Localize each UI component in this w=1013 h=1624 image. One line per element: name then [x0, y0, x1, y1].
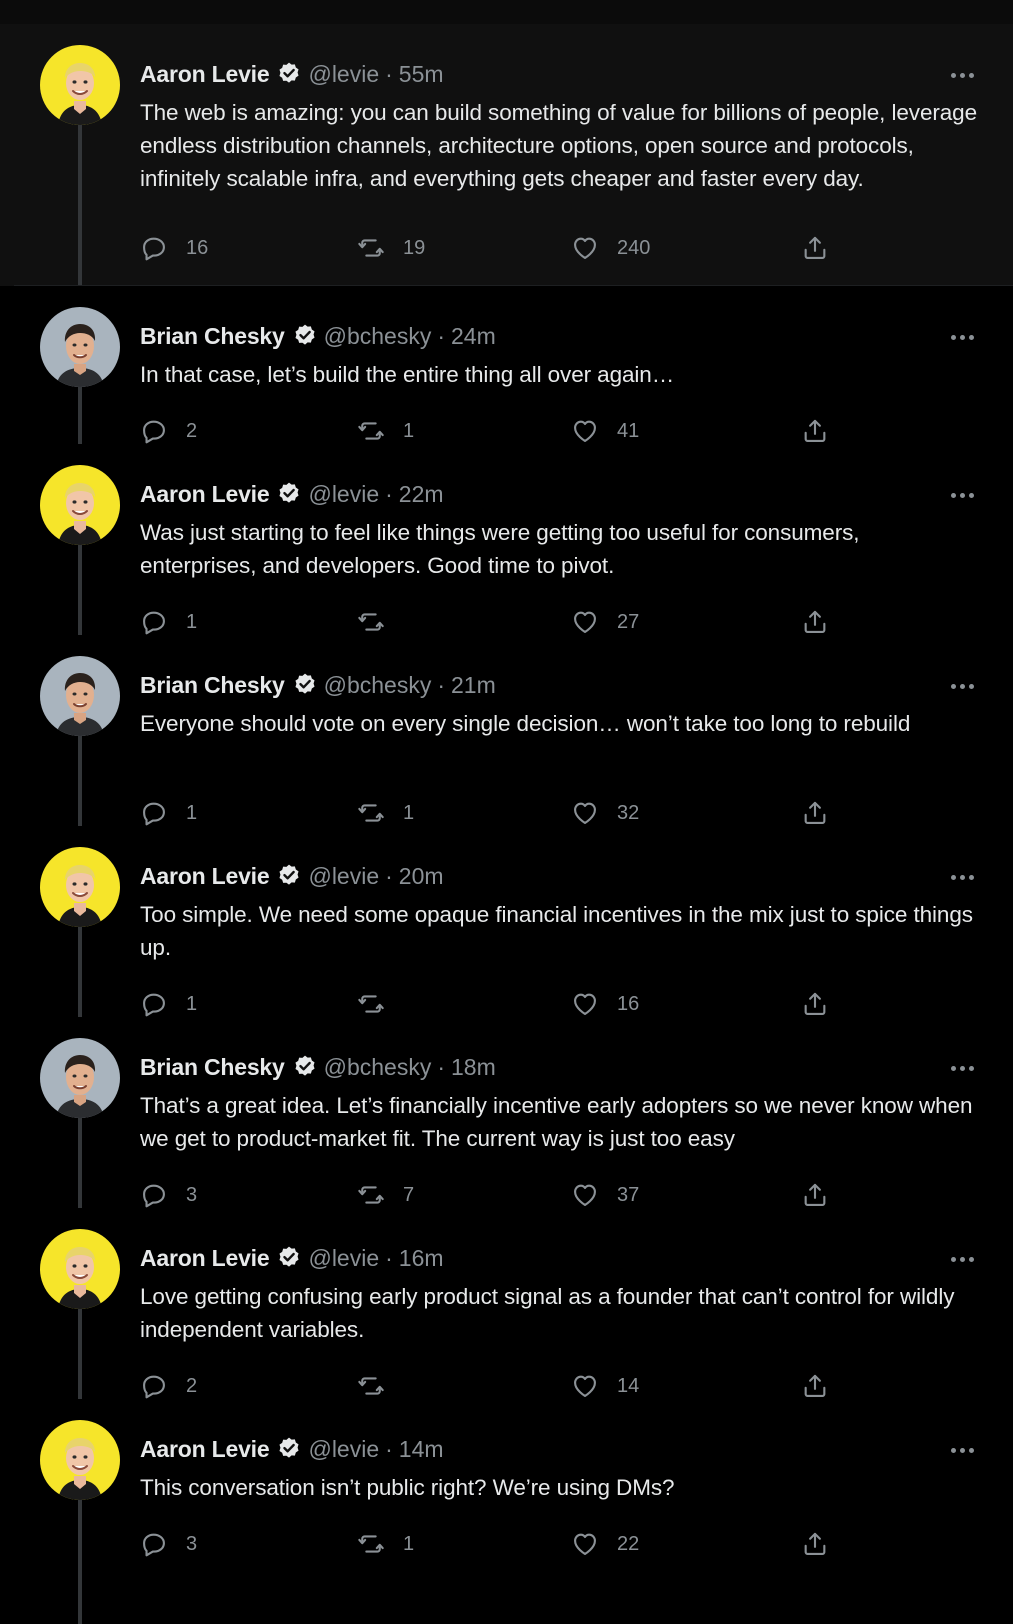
avatar[interactable]: [40, 1038, 120, 1118]
reply-icon: [140, 990, 168, 1018]
reply-count: 1: [186, 610, 198, 633]
retweet-button[interactable]: [357, 1527, 414, 1561]
more-icon[interactable]: [942, 330, 982, 344]
like-count: 14: [617, 1374, 640, 1397]
tweet-actions: [140, 1369, 1000, 1403]
like-button[interactable]: [571, 1369, 639, 1403]
share-icon: [801, 417, 829, 445]
tweet[interactable]: [0, 1399, 1013, 1624]
author-name[interactable]: Aaron Levie: [140, 862, 270, 889]
tweet-header: [140, 320, 496, 352]
like-button[interactable]: [571, 987, 639, 1021]
avatar[interactable]: [40, 1229, 120, 1309]
share-button[interactable]: [801, 231, 829, 265]
tweet-text: In that case, let’s build the entire thing all over again…: [140, 362, 675, 387]
author-handle[interactable]: @levie: [308, 862, 380, 889]
author-name[interactable]: Aaron Levie: [140, 1435, 270, 1462]
thread-line: [78, 387, 82, 444]
heart-icon: [571, 799, 599, 827]
heart-icon: [571, 1181, 599, 1209]
author-handle[interactable]: @levie: [308, 1244, 380, 1271]
retweet-button[interactable]: [357, 1178, 414, 1212]
more-icon[interactable]: [942, 1252, 982, 1266]
tweet-time[interactable]: 16m: [398, 1244, 444, 1271]
reply-button[interactable]: [140, 414, 197, 448]
reply-icon: [140, 1530, 168, 1558]
retweet-icon: [357, 608, 385, 636]
more-icon[interactable]: [942, 679, 982, 693]
share-icon: [801, 1372, 829, 1400]
like-count: 41: [617, 419, 640, 442]
more-icon[interactable]: [942, 68, 982, 82]
retweet-count: 19: [403, 236, 426, 259]
reply-button[interactable]: [140, 987, 197, 1021]
retweet-count: 1: [403, 801, 415, 824]
retweet-button[interactable]: [357, 1369, 403, 1403]
retweet-count: 7: [403, 1183, 415, 1206]
reply-icon: [140, 799, 168, 827]
verified-badge-icon: [276, 1245, 302, 1271]
reply-count: 1: [186, 992, 198, 1015]
retweet-count: 1: [403, 1532, 415, 1555]
reply-count: 3: [186, 1532, 198, 1555]
tweet[interactable]: [0, 1017, 1013, 1208]
tweet[interactable]: [0, 826, 1013, 1017]
reply-button[interactable]: [140, 231, 208, 265]
share-button[interactable]: [801, 1369, 829, 1403]
separator-dot: ·: [437, 1053, 446, 1080]
avatar[interactable]: [40, 1420, 120, 1500]
tweet-time[interactable]: 14m: [398, 1435, 444, 1462]
tweet-actions: [140, 231, 1000, 265]
share-icon: [801, 234, 829, 262]
tweet[interactable]: [0, 286, 1013, 444]
share-icon: [801, 1530, 829, 1558]
tweet-time[interactable]: 18m: [451, 1053, 496, 1080]
tweet-text: The web is amazing: you can build something of value for billions of people, leverage endless distribution channels, architecture options, open source and protocols, infinitely scalable infra, and everything gets cheaper and faster every day.: [140, 100, 977, 191]
tweet-text: Love getting confusing early product signal as a founder that can’t control for wildly independent variables.: [140, 1284, 955, 1342]
reply-icon: [140, 417, 168, 445]
share-icon: [801, 799, 829, 827]
tweet-actions: [140, 796, 1000, 830]
retweet-button[interactable]: [357, 987, 403, 1021]
retweet-button[interactable]: [357, 414, 414, 448]
author-handle[interactable]: @bchesky: [323, 322, 432, 349]
author-name[interactable]: Brian Chesky: [140, 1053, 285, 1080]
separator-dot: ·: [385, 1244, 393, 1271]
retweet-button[interactable]: [357, 605, 403, 639]
tweet-time[interactable]: 21m: [451, 671, 496, 698]
tweet[interactable]: [0, 24, 1013, 286]
tweet-text: Was just starting to feel like things were getting too useful for consumers, enterprises, and developers. Good time to pivot.: [140, 520, 860, 578]
reply-count: 2: [186, 1374, 198, 1397]
share-button[interactable]: [801, 987, 829, 1021]
tweet[interactable]: [0, 635, 1013, 826]
author-name[interactable]: Brian Chesky: [140, 322, 285, 349]
author-name[interactable]: Aaron Levie: [140, 60, 270, 87]
reply-button[interactable]: [140, 1369, 197, 1403]
thread-line: [78, 1118, 82, 1208]
separator-dot: ·: [385, 1435, 393, 1462]
retweet-icon: [357, 799, 385, 827]
retweet-icon: [357, 1372, 385, 1400]
thread-line: [78, 927, 82, 1017]
author-name[interactable]: Brian Chesky: [140, 671, 285, 698]
retweet-icon: [357, 990, 385, 1018]
reply-count: 16: [186, 236, 209, 259]
separator-dot: ·: [437, 322, 446, 349]
tweet-text: Everyone should vote on every single decision… won’t take too long to rebuild: [140, 711, 911, 736]
share-button[interactable]: [801, 1527, 829, 1561]
heart-icon: [571, 990, 599, 1018]
like-button[interactable]: [571, 1527, 639, 1561]
share-icon: [801, 990, 829, 1018]
heart-icon: [571, 608, 599, 636]
tweet-header: [140, 1242, 444, 1274]
retweet-button[interactable]: [357, 231, 425, 265]
author-handle[interactable]: @bchesky: [323, 671, 432, 698]
like-count: 27: [617, 610, 640, 633]
retweet-icon: [357, 1181, 385, 1209]
share-icon: [801, 1181, 829, 1209]
share-icon: [801, 608, 829, 636]
tweet-actions: [140, 605, 1000, 639]
thread-line: [78, 125, 82, 286]
heart-icon: [571, 1530, 599, 1558]
retweet-button[interactable]: [357, 796, 414, 830]
like-count: 240: [617, 236, 651, 259]
more-icon[interactable]: [942, 1443, 982, 1457]
tweet[interactable]: [0, 444, 1013, 635]
tweet-time[interactable]: 22m: [398, 480, 444, 507]
author-handle[interactable]: @bchesky: [323, 1053, 432, 1080]
tweet-header: [140, 1433, 444, 1465]
like-button[interactable]: [571, 414, 639, 448]
author-handle[interactable]: @levie: [308, 1435, 380, 1462]
share-button[interactable]: [801, 414, 829, 448]
thread-line: [78, 1309, 82, 1399]
author-name[interactable]: Aaron Levie: [140, 480, 270, 507]
verified-badge-icon: [276, 1436, 302, 1462]
verified-badge-icon: [292, 672, 318, 698]
retweet-icon: [357, 1530, 385, 1558]
tweet-time[interactable]: 55m: [398, 60, 444, 87]
separator-dot: ·: [385, 862, 393, 889]
thread-line: [78, 736, 82, 826]
verified-badge-icon: [276, 61, 302, 87]
heart-icon: [571, 1372, 599, 1400]
verified-badge-icon: [292, 1054, 318, 1080]
like-button[interactable]: [571, 796, 639, 830]
retweet-icon: [357, 417, 385, 445]
verified-badge-icon: [276, 481, 302, 507]
tweet-actions: [140, 414, 1000, 448]
tweet-actions: [140, 1178, 1000, 1212]
avatar[interactable]: [40, 307, 120, 387]
author-name[interactable]: Aaron Levie: [140, 1244, 270, 1271]
top-bar: [0, 0, 1013, 24]
like-count: 16: [617, 992, 640, 1015]
like-button[interactable]: [571, 605, 639, 639]
like-button[interactable]: [571, 1178, 639, 1212]
reply-button[interactable]: [140, 605, 197, 639]
reply-button[interactable]: [140, 1527, 197, 1561]
reply-icon: [140, 608, 168, 636]
reply-count: 1: [186, 801, 198, 824]
reply-count: 2: [186, 419, 198, 442]
tweet-text: This conversation isn’t public right? We’re using DMs?: [140, 1475, 675, 1500]
avatar[interactable]: [40, 45, 120, 125]
more-icon[interactable]: [942, 870, 982, 884]
like-count: 37: [617, 1183, 640, 1206]
tweet-actions: [140, 987, 1000, 1021]
retweet-count: 1: [403, 419, 415, 442]
verified-badge-icon: [292, 323, 318, 349]
separator-dot: ·: [385, 60, 393, 87]
heart-icon: [571, 234, 599, 262]
reply-icon: [140, 1181, 168, 1209]
share-button[interactable]: [801, 1178, 829, 1212]
tweet-header: [140, 58, 444, 90]
tweet-text: That’s a great idea. Let’s financially incentive early adopters so we never know when we get to product-market fit. The current way is just too easy: [140, 1093, 973, 1151]
reply-icon: [140, 234, 168, 262]
share-button[interactable]: [801, 605, 829, 639]
tweet-time[interactable]: 24m: [451, 322, 496, 349]
avatar[interactable]: [40, 465, 120, 545]
heart-icon: [571, 417, 599, 445]
like-count: 22: [617, 1532, 640, 1555]
verified-badge-icon: [276, 863, 302, 889]
reply-button[interactable]: [140, 1178, 197, 1212]
tweet[interactable]: [0, 1208, 1013, 1399]
thread-line: [78, 1500, 82, 1624]
tweet-header: [140, 669, 496, 701]
author-handle[interactable]: @levie: [308, 480, 380, 507]
tweet-text: Too simple. We need some opaque financial incentives in the mix just to spice things up.: [140, 902, 973, 960]
tweet-header: [140, 1051, 496, 1083]
avatar[interactable]: [40, 847, 120, 927]
tweet-header: [140, 478, 444, 510]
tweet-actions: [140, 1527, 1000, 1561]
like-count: 32: [617, 801, 640, 824]
author-handle[interactable]: @levie: [308, 60, 380, 87]
share-button[interactable]: [801, 796, 829, 830]
avatar[interactable]: [40, 656, 120, 736]
more-icon[interactable]: [942, 488, 982, 502]
reply-count: 3: [186, 1183, 198, 1206]
tweet-time[interactable]: 20m: [398, 862, 444, 889]
thread-line: [78, 545, 82, 635]
retweet-icon: [357, 234, 385, 262]
like-button[interactable]: [571, 231, 650, 265]
reply-button[interactable]: [140, 796, 197, 830]
separator-dot: ·: [437, 671, 446, 698]
separator-dot: ·: [385, 480, 393, 507]
more-icon[interactable]: [942, 1061, 982, 1075]
tweet-header: [140, 860, 444, 892]
reply-icon: [140, 1372, 168, 1400]
